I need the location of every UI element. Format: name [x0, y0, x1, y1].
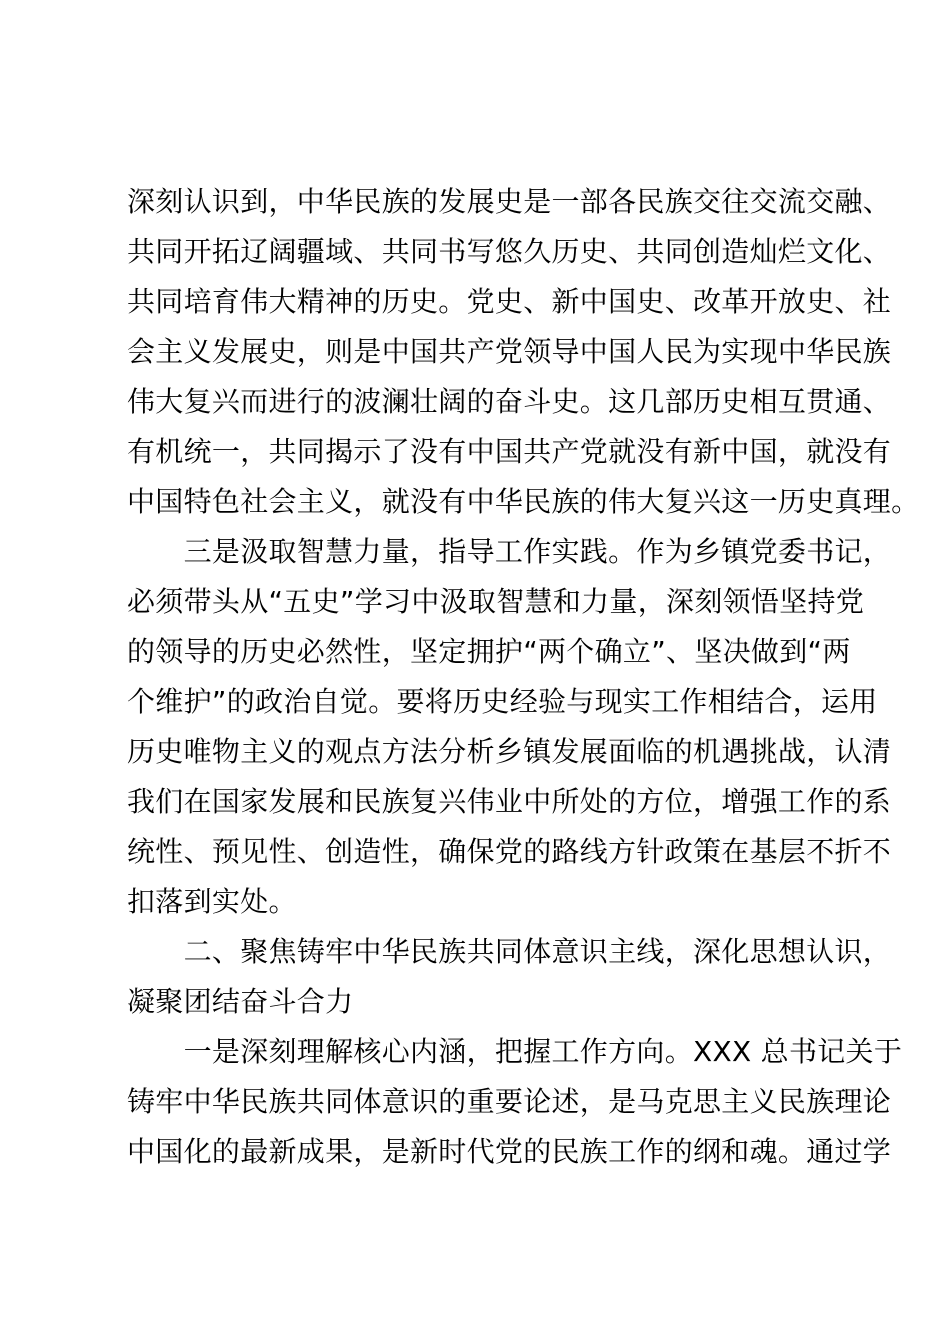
body-text-line: 三是汲取智慧力量，指导工作实践。作为乡镇党委书记，: [127, 535, 892, 568]
body-text-line: 中国化的最新成果，是新时代党的民族工作的纲和魂。通过学: [127, 1135, 892, 1168]
body-text-line: 一是深刻理解核心内涵，把握工作方向。XXX 总书记关于: [127, 1035, 903, 1068]
body-text-line: 共同培育伟大精神的历史。党史、新中国史、改革开放史、社: [127, 285, 892, 318]
body-text-line: 伟大复兴而进行的波澜壮阔的奋斗史。这几部历史相互贯通、: [127, 385, 892, 418]
body-text-line: 扣落到实处。: [127, 885, 297, 918]
body-text-line: 共同开拓辽阔疆域、共同书写悠久历史、共同创造灿烂文化、: [127, 235, 892, 268]
body-text-line: 必须带头从“五史”学习中汲取智慧和力量，深刻领悟坚持党: [127, 585, 865, 618]
body-text-line: 会主义发展史，则是中国共产党领导中国人民为实现中华民族: [127, 335, 892, 368]
body-text-line: 统性、预见性、创造性，确保党的路线方针政策在基层不折不: [127, 835, 892, 868]
body-text-line: 我们在国家发展和民族复兴伟业中所处的方位，增强工作的系: [127, 785, 892, 818]
body-text-line: 历史唯物主义的观点方法分析乡镇发展面临的机遇挑战，认清: [127, 735, 892, 768]
body-text-line: 铸牢中华民族共同体意识的重要论述，是马克思主义民族理论: [127, 1085, 892, 1118]
body-text-line: 有机统一，共同揭示了没有中国共产党就没有新中国，就没有: [127, 435, 892, 468]
body-text-line: 的领导的历史必然性，坚定拥护“两个确立”、坚决做到“两: [127, 635, 851, 668]
body-text-line: 个维护”的政治自觉。要将历史经验与现实工作相结合，运用: [127, 685, 878, 718]
section-heading-line: 二、聚焦铸牢中华民族共同体意识主线，深化思想认识，: [127, 935, 892, 968]
body-text-line: 中国特色社会主义，就没有中华民族的伟大复兴这一历史真理。: [127, 485, 920, 518]
section-heading-line: 凝聚团结奋斗合力: [127, 985, 354, 1018]
body-text-line: 深刻认识到，中华民族的发展史是一部各民族交往交流交融、: [127, 185, 892, 218]
